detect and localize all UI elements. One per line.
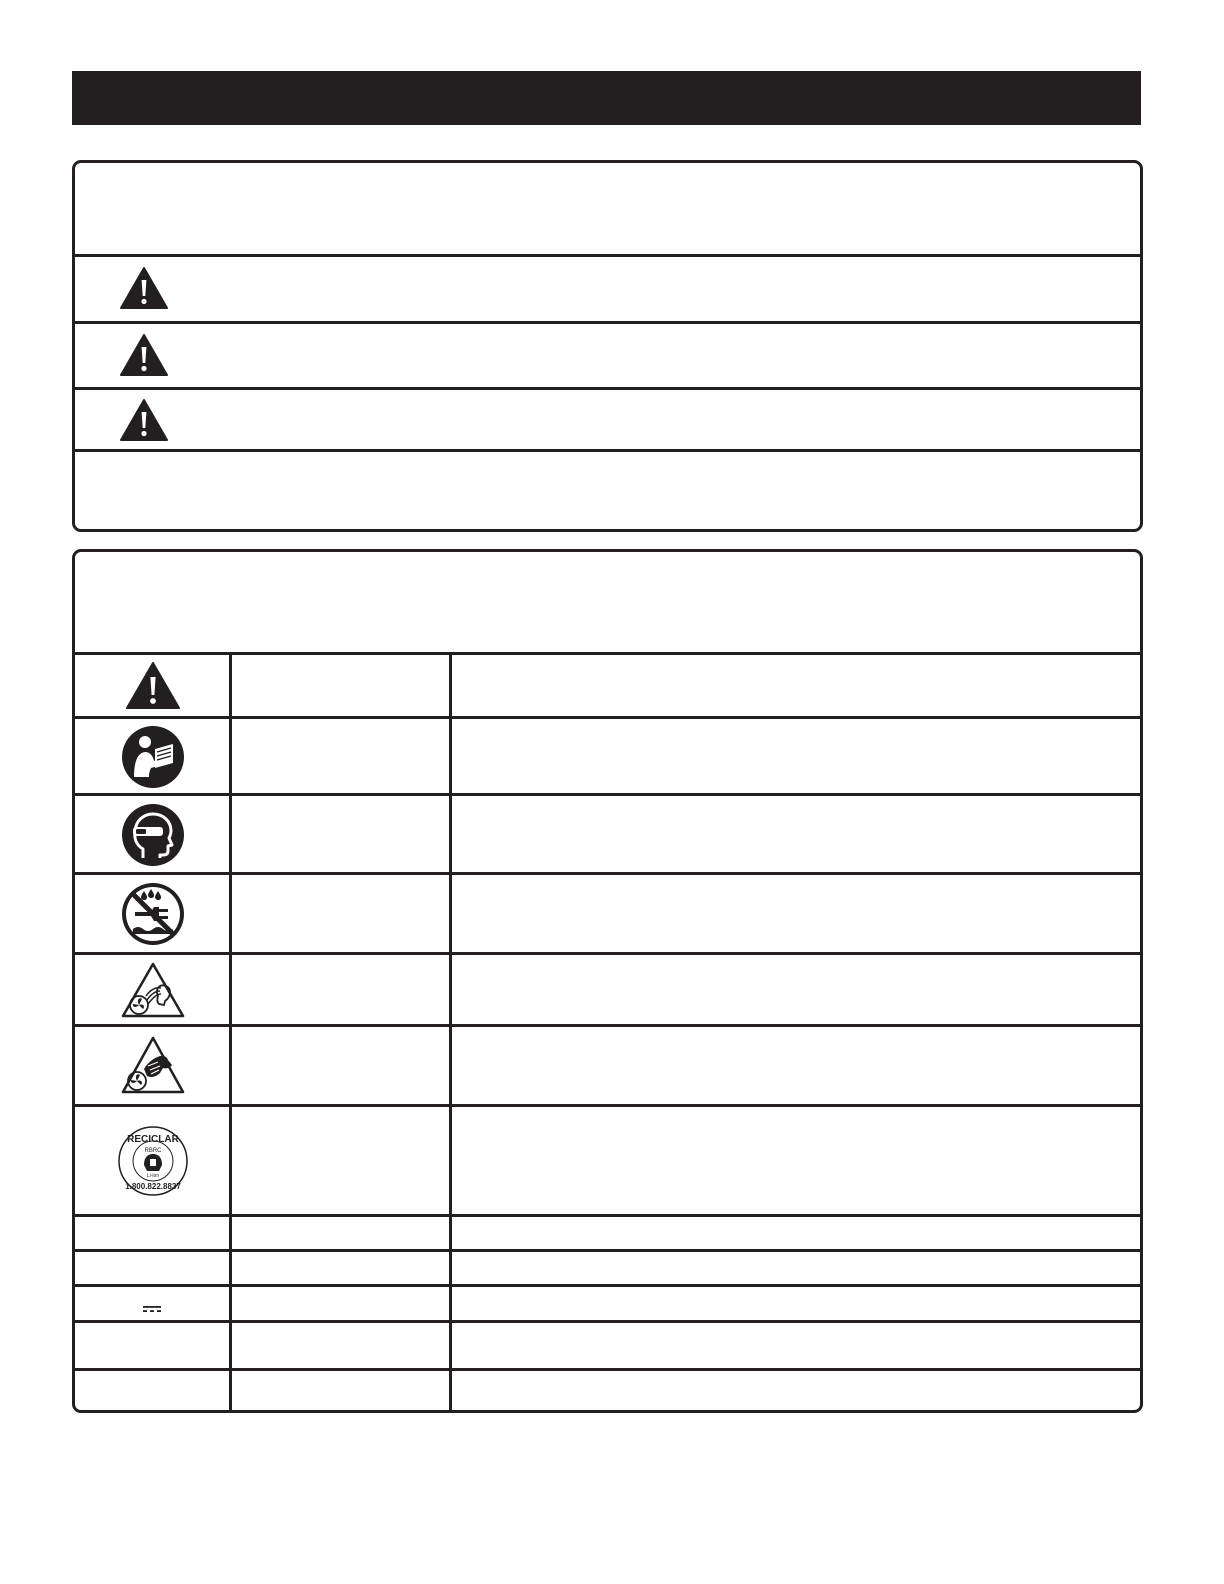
symbol-row	[75, 1287, 1140, 1320]
symbol-row	[75, 655, 1140, 716]
eye-protection-icon	[121, 803, 185, 867]
section-title-bar	[72, 71, 1141, 125]
signal-words-note	[95, 463, 1120, 513]
rbrc-recycle-seal-icon	[117, 1125, 189, 1197]
warning-triangle-icon	[119, 398, 169, 442]
read-manual-icon	[121, 725, 185, 789]
symbol-row	[75, 1323, 1140, 1368]
symbol-row	[75, 719, 1140, 793]
symbol-row	[75, 955, 1140, 1024]
symbol-row	[75, 875, 1140, 952]
safety-alert-icon	[125, 661, 181, 711]
symbol-row	[75, 1217, 1140, 1249]
warning-triangle-icon	[119, 266, 169, 310]
symbol-row	[75, 1252, 1140, 1284]
fan-hand-hazard-icon	[120, 1035, 186, 1095]
warning-triangle-icon	[119, 333, 169, 377]
symbol-row	[75, 1027, 1140, 1104]
no-wet-conditions-icon	[121, 882, 185, 946]
direct-current-icon	[142, 1306, 162, 1313]
seal-text-top: RECICLAR	[127, 1134, 179, 1145]
symbol-row	[75, 796, 1140, 872]
signal-row-3	[75, 390, 1140, 448]
signal-row-2	[75, 324, 1140, 386]
divider	[75, 449, 1140, 452]
signal-words-intro	[95, 183, 1120, 233]
symbol-row	[75, 1371, 1140, 1410]
signal-row-1	[75, 257, 1140, 319]
symbols-box	[72, 549, 1143, 1413]
fan-hair-entanglement-icon	[120, 961, 186, 1019]
seal-text-rbrc: RBRC	[144, 1148, 162, 1154]
seal-text-phone: 1.800.822.8837	[125, 1182, 181, 1191]
seal-text-chem: Li-ion	[146, 1173, 160, 1179]
signal-words-box	[72, 160, 1143, 532]
symbol-row	[75, 1107, 1140, 1214]
symbols-intro	[95, 572, 1120, 632]
